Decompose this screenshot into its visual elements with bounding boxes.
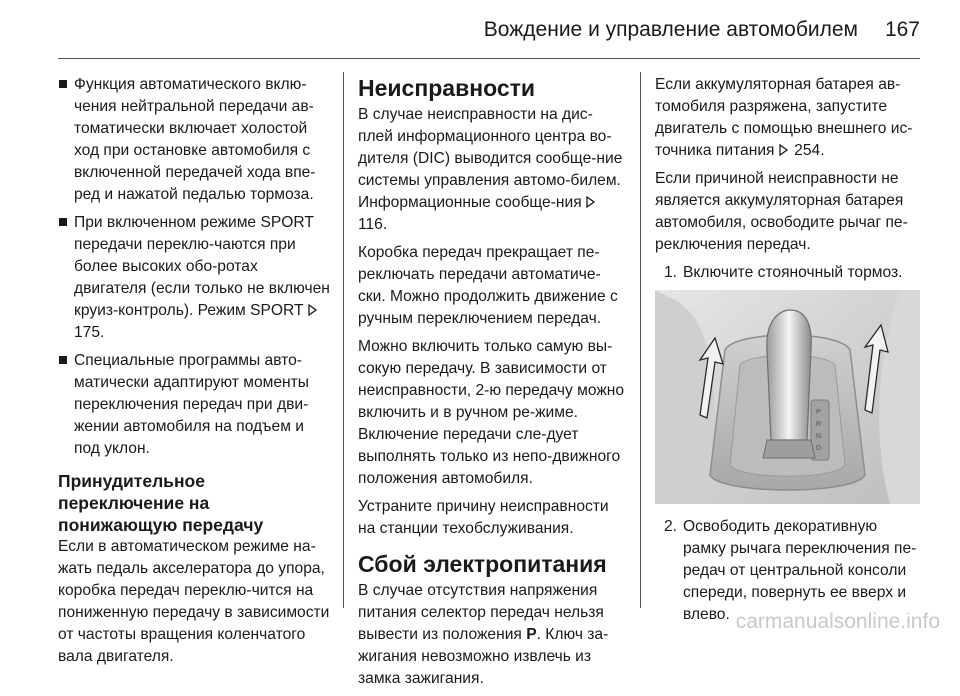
section-heading-faults: Неисправности (358, 75, 536, 101)
gear-lever-photo (655, 290, 920, 504)
gear-position-p: P (526, 626, 537, 643)
column-2 (358, 74, 626, 696)
paragraph: Устраните причину неисправности на станции техобслуживания. (358, 498, 609, 537)
page-reference[interactable]: 175. (74, 324, 105, 341)
svg-text:D: D (816, 445, 822, 452)
bullet-item: Функция автоматического вклю-чения нейтральной передачи ав-томатически включает холостой ход при остановке автомобиля с включенной передачей хода впе-ред и нажатой педалью тормоза. (58, 74, 330, 206)
triangle-right-icon (779, 140, 790, 162)
watermark: carmanualsonline.info (735, 610, 940, 633)
svg-text:R: R (816, 421, 822, 428)
bullet-item: При включенном режиме SPORT передачи переклю-чаются при более высоких обо-ротах двигателя (если только не включен круиз-контроль). Режим SPORT 175. (58, 212, 330, 344)
page-number: 167 (884, 18, 920, 41)
section-heading-power-failure: Сбой электропитания (358, 551, 607, 577)
section-heading-kickdown: Принудительное переключение на понижающую передачу (58, 471, 264, 535)
column-3 (655, 74, 923, 632)
column-divider-2 (640, 72, 641, 608)
page-reference[interactable]: 116. (358, 216, 388, 233)
paragraph: В случае неисправности на дис-плей информационного центра во-дителя (DIC) выводится сообще-ние системы управления автомо-билем. Информационные сообще-ния 116. (358, 106, 623, 233)
svg-text:N: N (816, 433, 822, 440)
paragraph: Если в автоматическом режиме на-жать педаль акселератора до упора, коробка передач переклю-чится на пониженную передачу в зависимости от частоты вращения коленчатого вала двигателя. (58, 538, 330, 665)
paragraph: Коробка передач прекращает пе-реключать передачи автоматиче-ски. Можно продолжить движение с ручным переключением передач. (358, 244, 618, 327)
triangle-right-icon (586, 192, 597, 214)
column-1 (58, 74, 330, 674)
step-list (655, 262, 923, 284)
triangle-right-icon (308, 300, 319, 322)
page-header (0, 0, 960, 58)
gear-lever-illustration (655, 290, 920, 504)
step-item: 1. Включите стояночный тормоз. (663, 264, 903, 281)
svg-text:P: P (816, 409, 821, 416)
paragraph: Если аккумуляторная батарея ав-томобиля разряжена, запустите двигатель с помощью внешнего ис-точника питания 254. (655, 74, 923, 162)
paragraph: В случае отсутствия напряжения питания селектор передач нельзя вывести из положения P. Ключ за-жигания невозможно извлечь из замка зажигания. (358, 582, 609, 687)
paragraph: Можно включить только самую вы-сокую передачу. В зависимости от неисправности, 2-ю передачу можно включить и в ручном ре-жиме. Включение передачи сле-дует выполнять только из непо-движного положения автомобиля. (358, 338, 625, 487)
column-divider-1 (343, 72, 344, 608)
bullet-list (58, 74, 330, 460)
paragraph: Если причиной неисправности не является аккумуляторная батарея автомобиля, освободите рычаг пе-реключения передач. (655, 170, 908, 253)
step-item: 2. Освободить декоративную рамку рычага переключения пе-редач от центральной консоли спереди, повернуть ее вверх и влево. (663, 518, 917, 623)
page-reference[interactable]: 254. (794, 142, 825, 159)
bullet-item: Специальные программы авто-матически адаптируют моменты переключения передач при дви-жении автомобиля на подъем и под уклон. (58, 350, 330, 460)
header-rule (58, 58, 920, 59)
header-title: Вождение и управление автомобилем (483, 18, 858, 41)
